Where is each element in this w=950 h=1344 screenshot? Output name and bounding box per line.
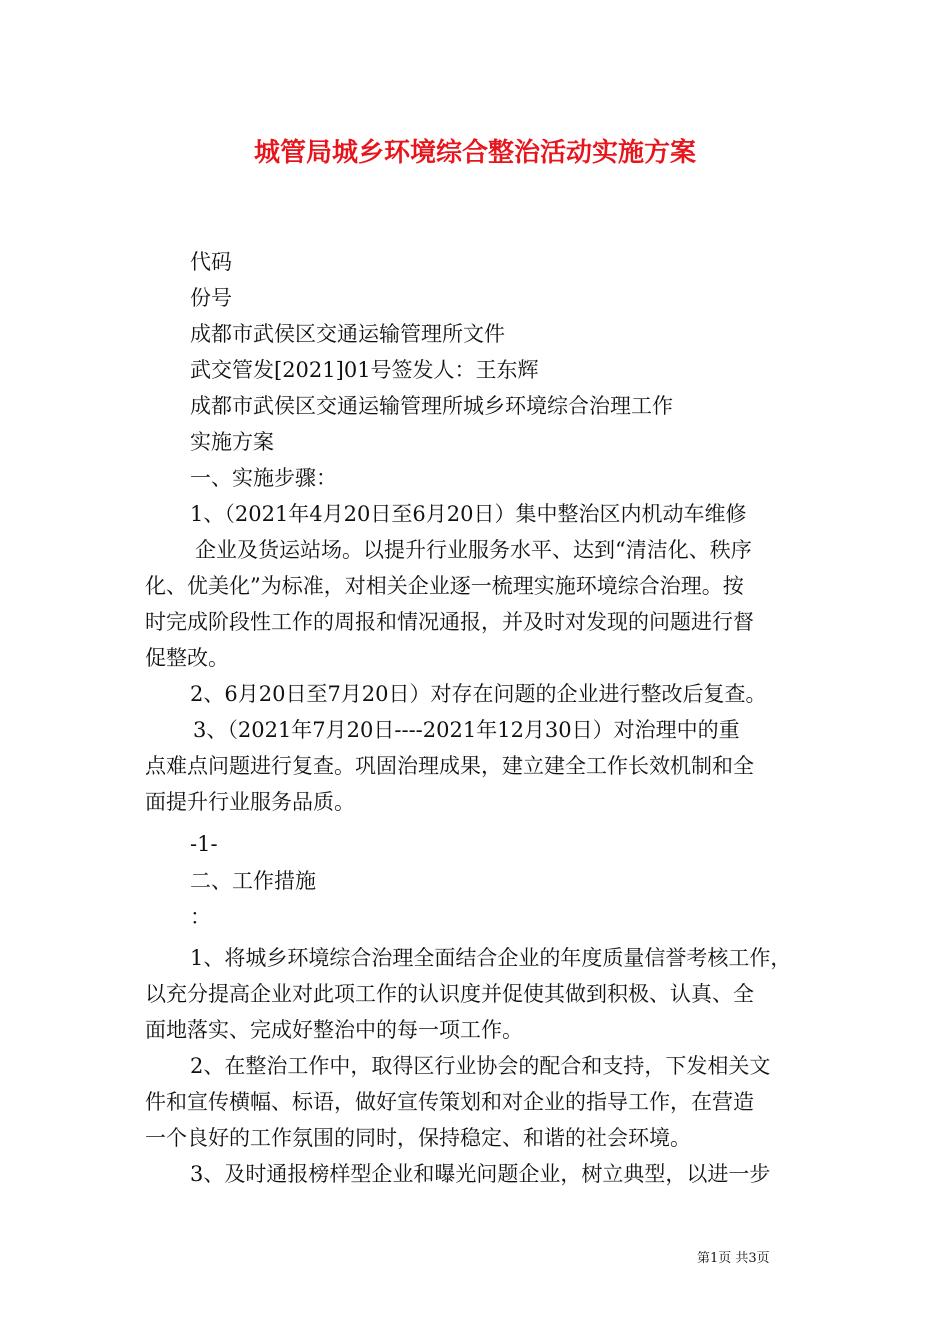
section-heading-steps: 一、实施步骤： [190, 466, 337, 490]
text-line-code: 代码 [190, 250, 232, 274]
paragraph-line: 3、（2021年7月20日----2021年12月30日）对治理中的重 [193, 718, 740, 742]
paragraph-line: 一个良好的工作氛围的同时，保持稳定、和谐的社会环境。 [145, 1126, 691, 1150]
paragraph-line: 面地落实、完成好整治中的每一项工作。 [145, 1018, 523, 1042]
paragraph-line: 点难点问题进行复查。巩固治理成果，建立建全工作长效机制和全 [145, 754, 754, 778]
text-line-copy-number: 份号 [190, 286, 232, 310]
paragraph-line: 1、（2021年4月20日至6月20日）集中整治区内机动车维修 [190, 502, 747, 526]
text-line-plan-title-1: 成都市武侯区交通运输管理所城乡环境综合治理工作 [190, 394, 673, 418]
paragraph-line: 2、在整治工作中，取得区行业协会的配合和支持，下发相关文 [190, 1054, 771, 1078]
paragraph-line: 促整改。 [145, 646, 229, 670]
text-line-issuer: 成都市武侯区交通运输管理所文件 [190, 322, 505, 346]
paragraph-line: 2、6月20日至7月20日）对存在问题的企业进行整改后复查。 [190, 682, 767, 706]
text-line-doc-number: 武交管发[2021]01号签发人：王东辉 [190, 358, 539, 382]
paragraph-line: 时完成阶段性工作的周报和情况通报，并及时对发现的问题进行督 [145, 610, 754, 634]
paragraph-line: 化、优美化”为标准，对相关企业逐一梳理实施环境综合治理。按 [145, 574, 744, 598]
text-line-plan-title-2: 实施方案 [190, 430, 274, 454]
page-title: 城管局城乡环境综合整治活动实施方案 [253, 138, 696, 168]
paragraph-line: 面提升行业服务品质。 [145, 790, 355, 814]
page-footer: 第1页 共3页 [697, 1251, 770, 1266]
inline-page-number: -1- [190, 832, 218, 856]
paragraph-line: 以充分提高企业对此项工作的认识度并促使其做到积极、认真、全 [145, 982, 754, 1006]
text-line-colon: ： [190, 905, 211, 929]
paragraph-line: 企业及货运站场。以提升行业服务水平、达到“清洁化、秩序 [195, 538, 752, 562]
paragraph-line: 件和宣传横幅、标语，做好宣传策划和对企业的指导工作，在营造 [145, 1090, 754, 1114]
paragraph-line: 1、将城乡环境综合治理全面结合企业的年度质量信誉考核工作， [190, 946, 792, 970]
paragraph-line: 3、及时通报榜样型企业和曝光问题企业，树立典型，以进一步 [190, 1162, 771, 1186]
section-heading-measures: 二、工作措施 [190, 869, 316, 893]
